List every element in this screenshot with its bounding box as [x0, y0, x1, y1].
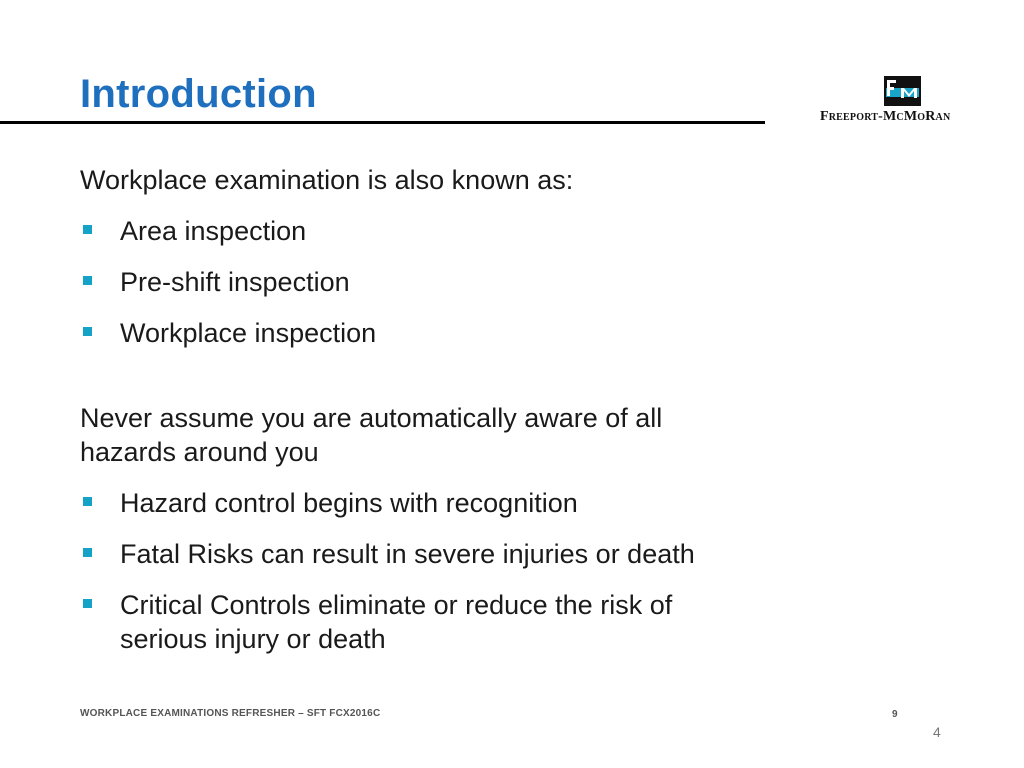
footer-page-number: 9 [892, 709, 898, 720]
slide-title: Introduction [80, 72, 317, 116]
slide-body [80, 163, 760, 656]
square-bullet-icon [83, 599, 92, 608]
list-item-text: Critical Controls eliminate or reduce the risk of serious injury or death [120, 590, 673, 654]
square-bullet-icon [83, 327, 92, 336]
spacer [80, 350, 760, 401]
title-divider [0, 121, 765, 124]
list-item [80, 214, 760, 248]
list-item-text: Fatal Risks can result in severe injuries or death [120, 539, 695, 569]
list-item [80, 537, 760, 571]
footer-course-title: WORKPLACE EXAMINATIONS REFRESHER – SFT FCX2016C [80, 708, 381, 719]
list-item [80, 588, 760, 656]
list-item [80, 486, 760, 520]
list-item [80, 316, 760, 350]
square-bullet-icon [83, 548, 92, 557]
list-item-text: Area inspection [120, 216, 307, 246]
slide-number: 4 [933, 724, 941, 740]
square-bullet-icon [83, 497, 92, 506]
square-bullet-icon [83, 225, 92, 234]
fm-logo-icon [884, 76, 921, 106]
intro-text-2: Never assume you are automatically aware of all hazards around you [80, 403, 663, 467]
intro-text-1: Workplace examination is also known as: [80, 165, 574, 195]
square-bullet-icon [83, 276, 92, 285]
list-item [80, 265, 760, 299]
bullet-list-2 [80, 486, 760, 656]
list-item-text: Hazard control begins with recognition [120, 488, 578, 518]
company-logo [818, 76, 993, 126]
list-item-text: Pre-shift inspection [120, 267, 350, 297]
list-item-text: Workplace inspection [120, 318, 377, 348]
bullet-list-1 [80, 214, 760, 350]
logo-wordmark: Freeport-McMoRan [820, 109, 951, 124]
